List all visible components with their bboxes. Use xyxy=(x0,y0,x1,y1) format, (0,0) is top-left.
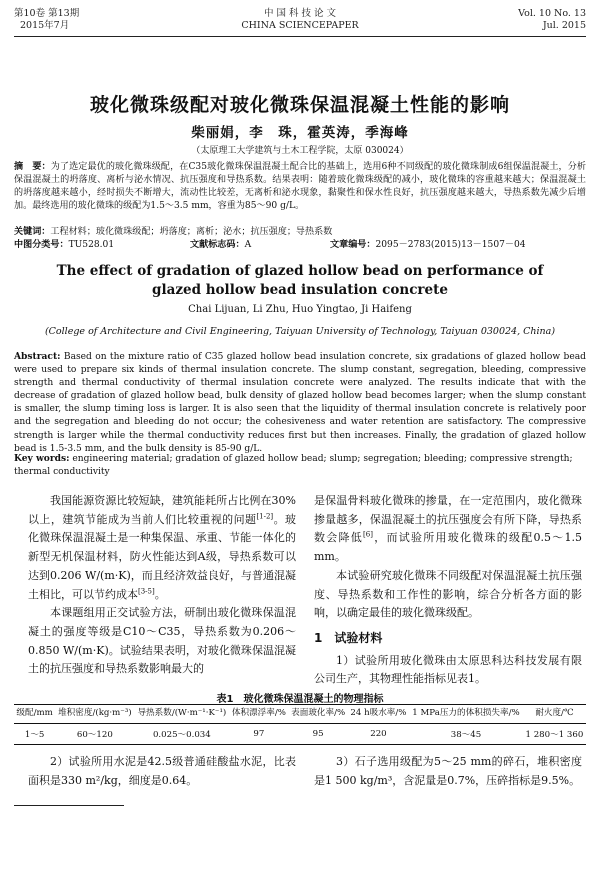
abstract-zh xyxy=(14,161,586,213)
body-paragraph-7: 3）石子选用级配为5～25 mm的碎石，堆积密度是1 500 kg/m³，含泥量是0.7%，压碎指标是9.5%。 xyxy=(314,755,582,787)
journal-name-zh: 中 国 科 技 论 文 xyxy=(263,8,337,19)
footnote-divider xyxy=(14,805,124,806)
header-center xyxy=(180,8,420,32)
r1b-text: ，而试验所用玻化微珠的级配0.5～1.5 mm。 xyxy=(314,531,582,564)
body-paragraph-5: 1）试验所用玻化微珠由太原思科达科技发展有限公司生产，其物理性能指标见表1。 xyxy=(314,653,582,686)
title-zh: 玻化微珠级配对玻化微珠保温混凝土性能的影响 xyxy=(89,94,510,116)
volume-en: Vol. 10 No. 13 xyxy=(518,8,586,19)
abstract-en-label: Abstract: xyxy=(14,351,61,362)
table-cell: 38～45 xyxy=(409,723,523,744)
volume-zh: 第10卷 第13期 xyxy=(14,8,80,19)
table-header: 级配/mm xyxy=(14,705,55,724)
table-header: 导热系数/(W·m⁻¹·K⁻¹) xyxy=(134,705,229,724)
authors-en: Chai Lijuan, Li Zhu, Huo Yingtao, Ji Haifeng xyxy=(188,304,412,315)
citation: [3-5] xyxy=(138,586,155,595)
clc-label: 中图分类号： xyxy=(14,240,69,250)
table-cell: 1～5 xyxy=(14,723,55,744)
keywords-en-text: engineering material; gradation of glazed hollow bead; slump; segregation; bleeding; compressive strength; thermal conductivity xyxy=(14,454,573,478)
keywords-en xyxy=(14,452,586,479)
table-caption: 表1 玻化微珠保温混凝土的物理指标 xyxy=(216,694,384,705)
body-paragraph-3 xyxy=(314,492,582,567)
p1-text: 我国能源资源比较短缺，建筑能耗所占比例在30%以上，建筑节能成为当前人们比较重视的问题 xyxy=(28,494,296,526)
p1c-text: 。 xyxy=(154,587,166,601)
citation: [6] xyxy=(363,530,373,539)
article-number xyxy=(330,239,526,252)
body-left-column xyxy=(28,492,296,679)
journal-name-en: CHINA SCIENCEPAPER xyxy=(241,20,359,31)
table-cell: 60～120 xyxy=(55,723,134,744)
keywords-zh-text: 工程材料；玻化微珠级配；坍落度；离析；泌水；抗压强度；导热系数 xyxy=(50,227,333,237)
clc-number xyxy=(14,239,114,252)
date-en: Jul. 2015 xyxy=(542,20,586,31)
clc-value: TU528.01 xyxy=(68,240,115,250)
table-header: 1 MPa压力的体积损失率/% xyxy=(409,705,523,724)
art-value: 2095－2783(2015)13－1507－04 xyxy=(375,240,526,250)
table-cell: 220 xyxy=(348,723,409,744)
date-zh: 2015年7月 xyxy=(20,20,70,31)
body-paragraph-6: 2）试验所用水泥是42.5级普通硅酸盐水泥，比表面积是330 m²/kg，细度是0.64。 xyxy=(28,755,296,787)
keywords-zh-label: 关键词： xyxy=(14,227,51,237)
table-header: 耐火度/℃ xyxy=(523,705,586,724)
r1-text: 是保温骨料玻化微珠的掺量，在一定范围内，玻化微珠掺量越多，保温混凝土的抗压强度会有所下降，导热系数会降低 xyxy=(314,494,582,545)
abstract-en-text: Based on the mixture ratio of C35 glazed hollow bead insulation concrete, six gradations of glazed hollow bead were used to prepare six kinds of thermal insulation concrete. The slump constant, segregation, bleeding, compressive strength and thermal conductivity of thermal insulation concrete were analyzed. The results indicate that with the decrease of gradation of glazed hollow bead, bulk density of glazed hollow bead becomes larger; when the slump constant is smaller, the slump timing loss is larger. It is also seen that the liquidity of thermal insulation concrete is relatively poor and the segregation and bleeding do not occur; the cohesiveness and water retention are satisfactory. The compressive strength is larger while the thermal conductivity reduces first but then increases. Finally, the gradation of glazed hollow bead is 1.5-3.5 mm, and the bulk density is 85-90 g/L. xyxy=(14,352,586,454)
authors-zh: 柴丽娟，李 珠，霍英涛，季海峰 xyxy=(191,125,409,141)
abstract-zh-text: 为了选定最优的玻化微珠级配，在C35玻化微珠保温混凝土配合比的基础上，选用6种不同级配的玻化微珠制成6组保温混凝土，分析保温混凝土的坍落度、离析与泌水情况、抗压强度和导热系数。结果表明：随着玻化微珠级配的减小，玻化微珠的容重越来越大；保温混凝土的坍落度越来越小，经时损失不断增大，流动性比较差，无离析和泌水现象，黏聚性和保水性良好，抗压强度越来越大，导热系数先减少后增加。最终选用的玻化微珠的级配为1.5～3.5 mm，容重为85～90 g/L。 xyxy=(14,162,586,212)
table-row xyxy=(14,723,586,744)
header-right xyxy=(518,8,586,32)
table-cell: 97 xyxy=(229,723,288,744)
properties-table xyxy=(14,704,586,745)
body-left-lower xyxy=(28,753,296,790)
header-left xyxy=(14,8,79,32)
header-divider xyxy=(14,36,586,37)
doc-code xyxy=(190,239,251,252)
table-cell: 95 xyxy=(289,723,348,744)
table-header: 表面玻化率/% xyxy=(289,705,348,724)
classification-row xyxy=(14,239,586,252)
abstract-en xyxy=(14,350,586,456)
table-header: 堆积密度/(kg·m⁻³) xyxy=(55,705,134,724)
p1b-text: 。玻化微珠保温混凝土是一种集保温、承重、节能一体化的新型无机保温材料，防火性能达到A级，导热系数可以达到0.206 W/(m·K)，而且经济效益良好，与普通混凝土相比，可以节约成本 xyxy=(28,512,296,601)
body-right-column xyxy=(314,492,582,689)
keywords-zh xyxy=(14,226,586,239)
table-cell: 1 280～1 360 xyxy=(523,723,586,744)
affiliation-zh: （太原理工大学建筑与土木工程学院，太原 030024） xyxy=(191,146,409,156)
title-en: The effect of gradation of glazed hollow bead on performance of glazed hollow bead insulation concrete xyxy=(56,263,544,298)
section-heading-1: 1 试验材料 xyxy=(314,630,383,645)
citation: [1-2] xyxy=(256,512,274,521)
doc-value: A xyxy=(244,240,252,250)
body-paragraph-2: 本课题组用正交试验方法，研制出玻化微珠保温混凝土的强度等级是C10～C35，导热系数为0.206～0.850 W/(m·K)。试验结果表明，对玻化微珠保温混凝土的抗压强度和导热系数影响最大的 xyxy=(28,606,296,676)
body-paragraph-1 xyxy=(28,492,296,604)
art-label: 文章编号： xyxy=(330,240,376,250)
body-paragraph-4: 本试验研究玻化微珠不同级配对保温混凝土抗压强度、导热系数和工作性的影响，综合分析各方面的影响，以确定最佳的玻化微珠级配。 xyxy=(314,568,582,620)
body-right-lower xyxy=(314,753,582,790)
table-header: 体积漂浮率/% xyxy=(229,705,288,724)
keywords-en-label: Key words: xyxy=(14,453,70,464)
table-cell: 0.025～0.034 xyxy=(134,723,229,744)
doc-label: 文献标志码： xyxy=(190,240,245,250)
table-header: 24 h吸水率/% xyxy=(348,705,409,724)
abstract-zh-label: 摘 要： xyxy=(14,162,51,172)
table-header-row xyxy=(14,705,586,724)
affiliation-en: (College of Architecture and Civil Engineering, Taiyuan University of Technology, Taiyuan 030024, China) xyxy=(44,326,556,337)
